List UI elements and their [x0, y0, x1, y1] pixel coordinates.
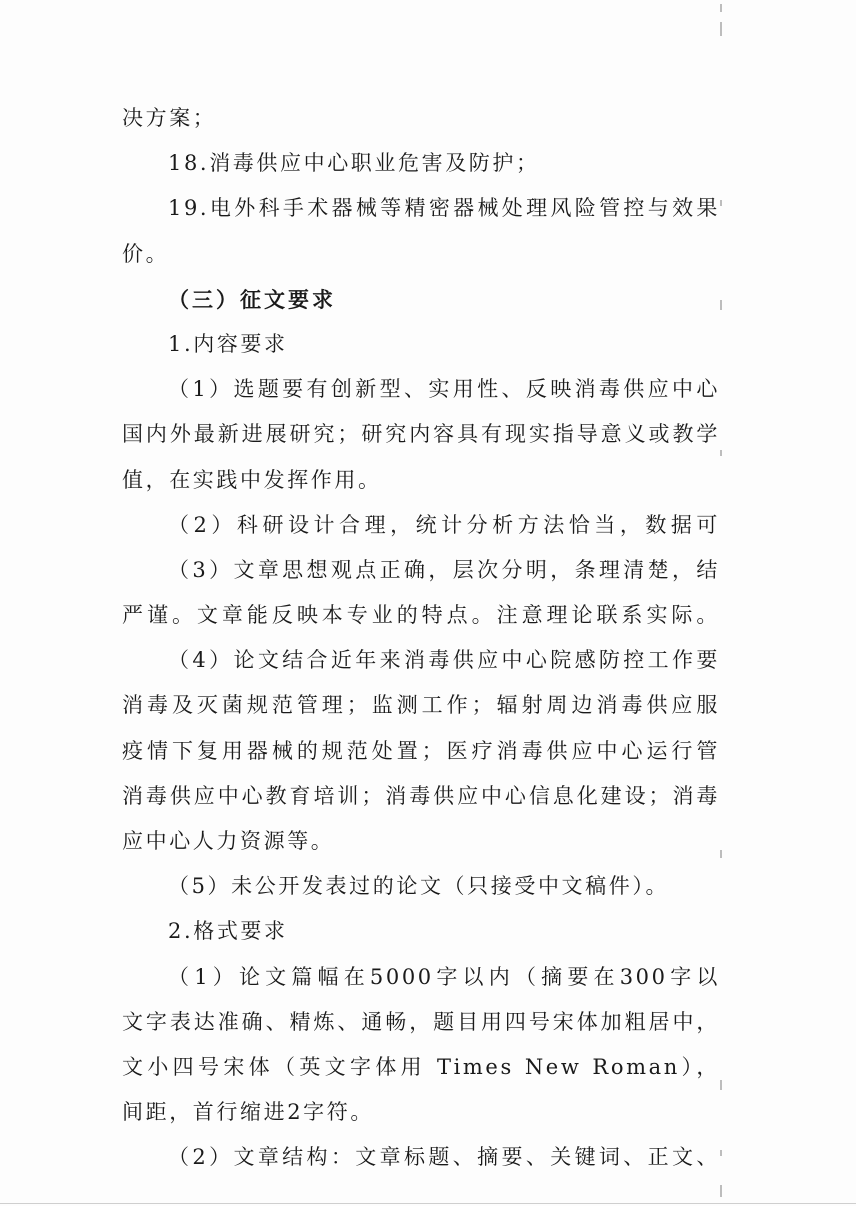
scan-mark — [720, 4, 722, 12]
scan-mark — [720, 22, 722, 36]
scan-mark — [720, 450, 722, 456]
paragraph-line: （3）文章思想观点正确，层次分明，条理清楚，结 — [168, 557, 720, 582]
document-body — [122, 96, 720, 1181]
paragraph-line: 文字表达准确、精炼、通畅，题目用四号宋体加粗居中， — [122, 1009, 720, 1034]
paragraph-line: 间距，首行缩进2字符。 — [122, 1100, 374, 1125]
paragraph-line: 决方案； — [122, 106, 217, 130]
paragraph-line: （2）文章结构：文章标题、摘要、关键词、正文、 — [168, 1145, 720, 1170]
paragraph-line: 文小四号宋体（英文字体用 Times New Roman）， — [122, 1054, 720, 1079]
paragraph-line: 值，在实践中发挥作用。 — [122, 467, 382, 492]
paragraph-line: 消毒及灭菌规范管理；监测工作；辐射周边消毒供应服 — [122, 693, 720, 718]
scan-mark — [720, 850, 722, 858]
paragraph-line: （5）未公开发表过的论文（只接受中文稿件）。 — [168, 874, 670, 899]
paragraph-line: 严谨。文章能反映本专业的特点。注意理论联系实际。 — [122, 603, 720, 628]
scan-mark — [720, 1185, 722, 1197]
paragraph-line: 价。 — [122, 241, 170, 266]
scan-mark — [720, 300, 722, 310]
paragraph-line: （1）选题要有创新型、实用性、反映消毒供应中心 — [168, 377, 720, 402]
paragraph-line: （2）科研设计合理，统计分析方法恰当，数据可 — [168, 512, 720, 537]
paragraph-line: 应中心人力资源等。 — [122, 829, 335, 853]
scan-mark — [720, 1080, 722, 1090]
list-item-19: 19.电外科手术器械等精密器械处理风险管控与效果 — [168, 196, 720, 221]
list-item-18: 18.消毒供应中心职业危害及防护； — [168, 151, 540, 176]
scan-mark — [720, 1150, 722, 1156]
paragraph-line: 国内外最新进展研究；研究内容具有现实指导意义或教学 — [122, 422, 720, 447]
paragraph-line: （4）论文结合近年来消毒供应中心院感防控工作要 — [168, 648, 720, 673]
paragraph-line: （1）论文篇幅在5000字以内（摘要在300字以 — [168, 964, 720, 989]
subsection-heading: 1.内容要求 — [168, 331, 288, 356]
scan-edge-marks — [720, 0, 724, 1206]
paragraph-line: 消毒供应中心教育培训；消毒供应中心信息化建设；消毒 — [122, 783, 720, 808]
paragraph-line: 疫情下复用器械的规范处置；医疗消毒供应中心运行管 — [122, 738, 720, 763]
page-bottom-edge — [0, 1203, 856, 1204]
scan-mark — [720, 200, 722, 206]
subsection-heading: 2.格式要求 — [168, 919, 288, 944]
section-heading: （三）征文要求 — [168, 286, 336, 312]
